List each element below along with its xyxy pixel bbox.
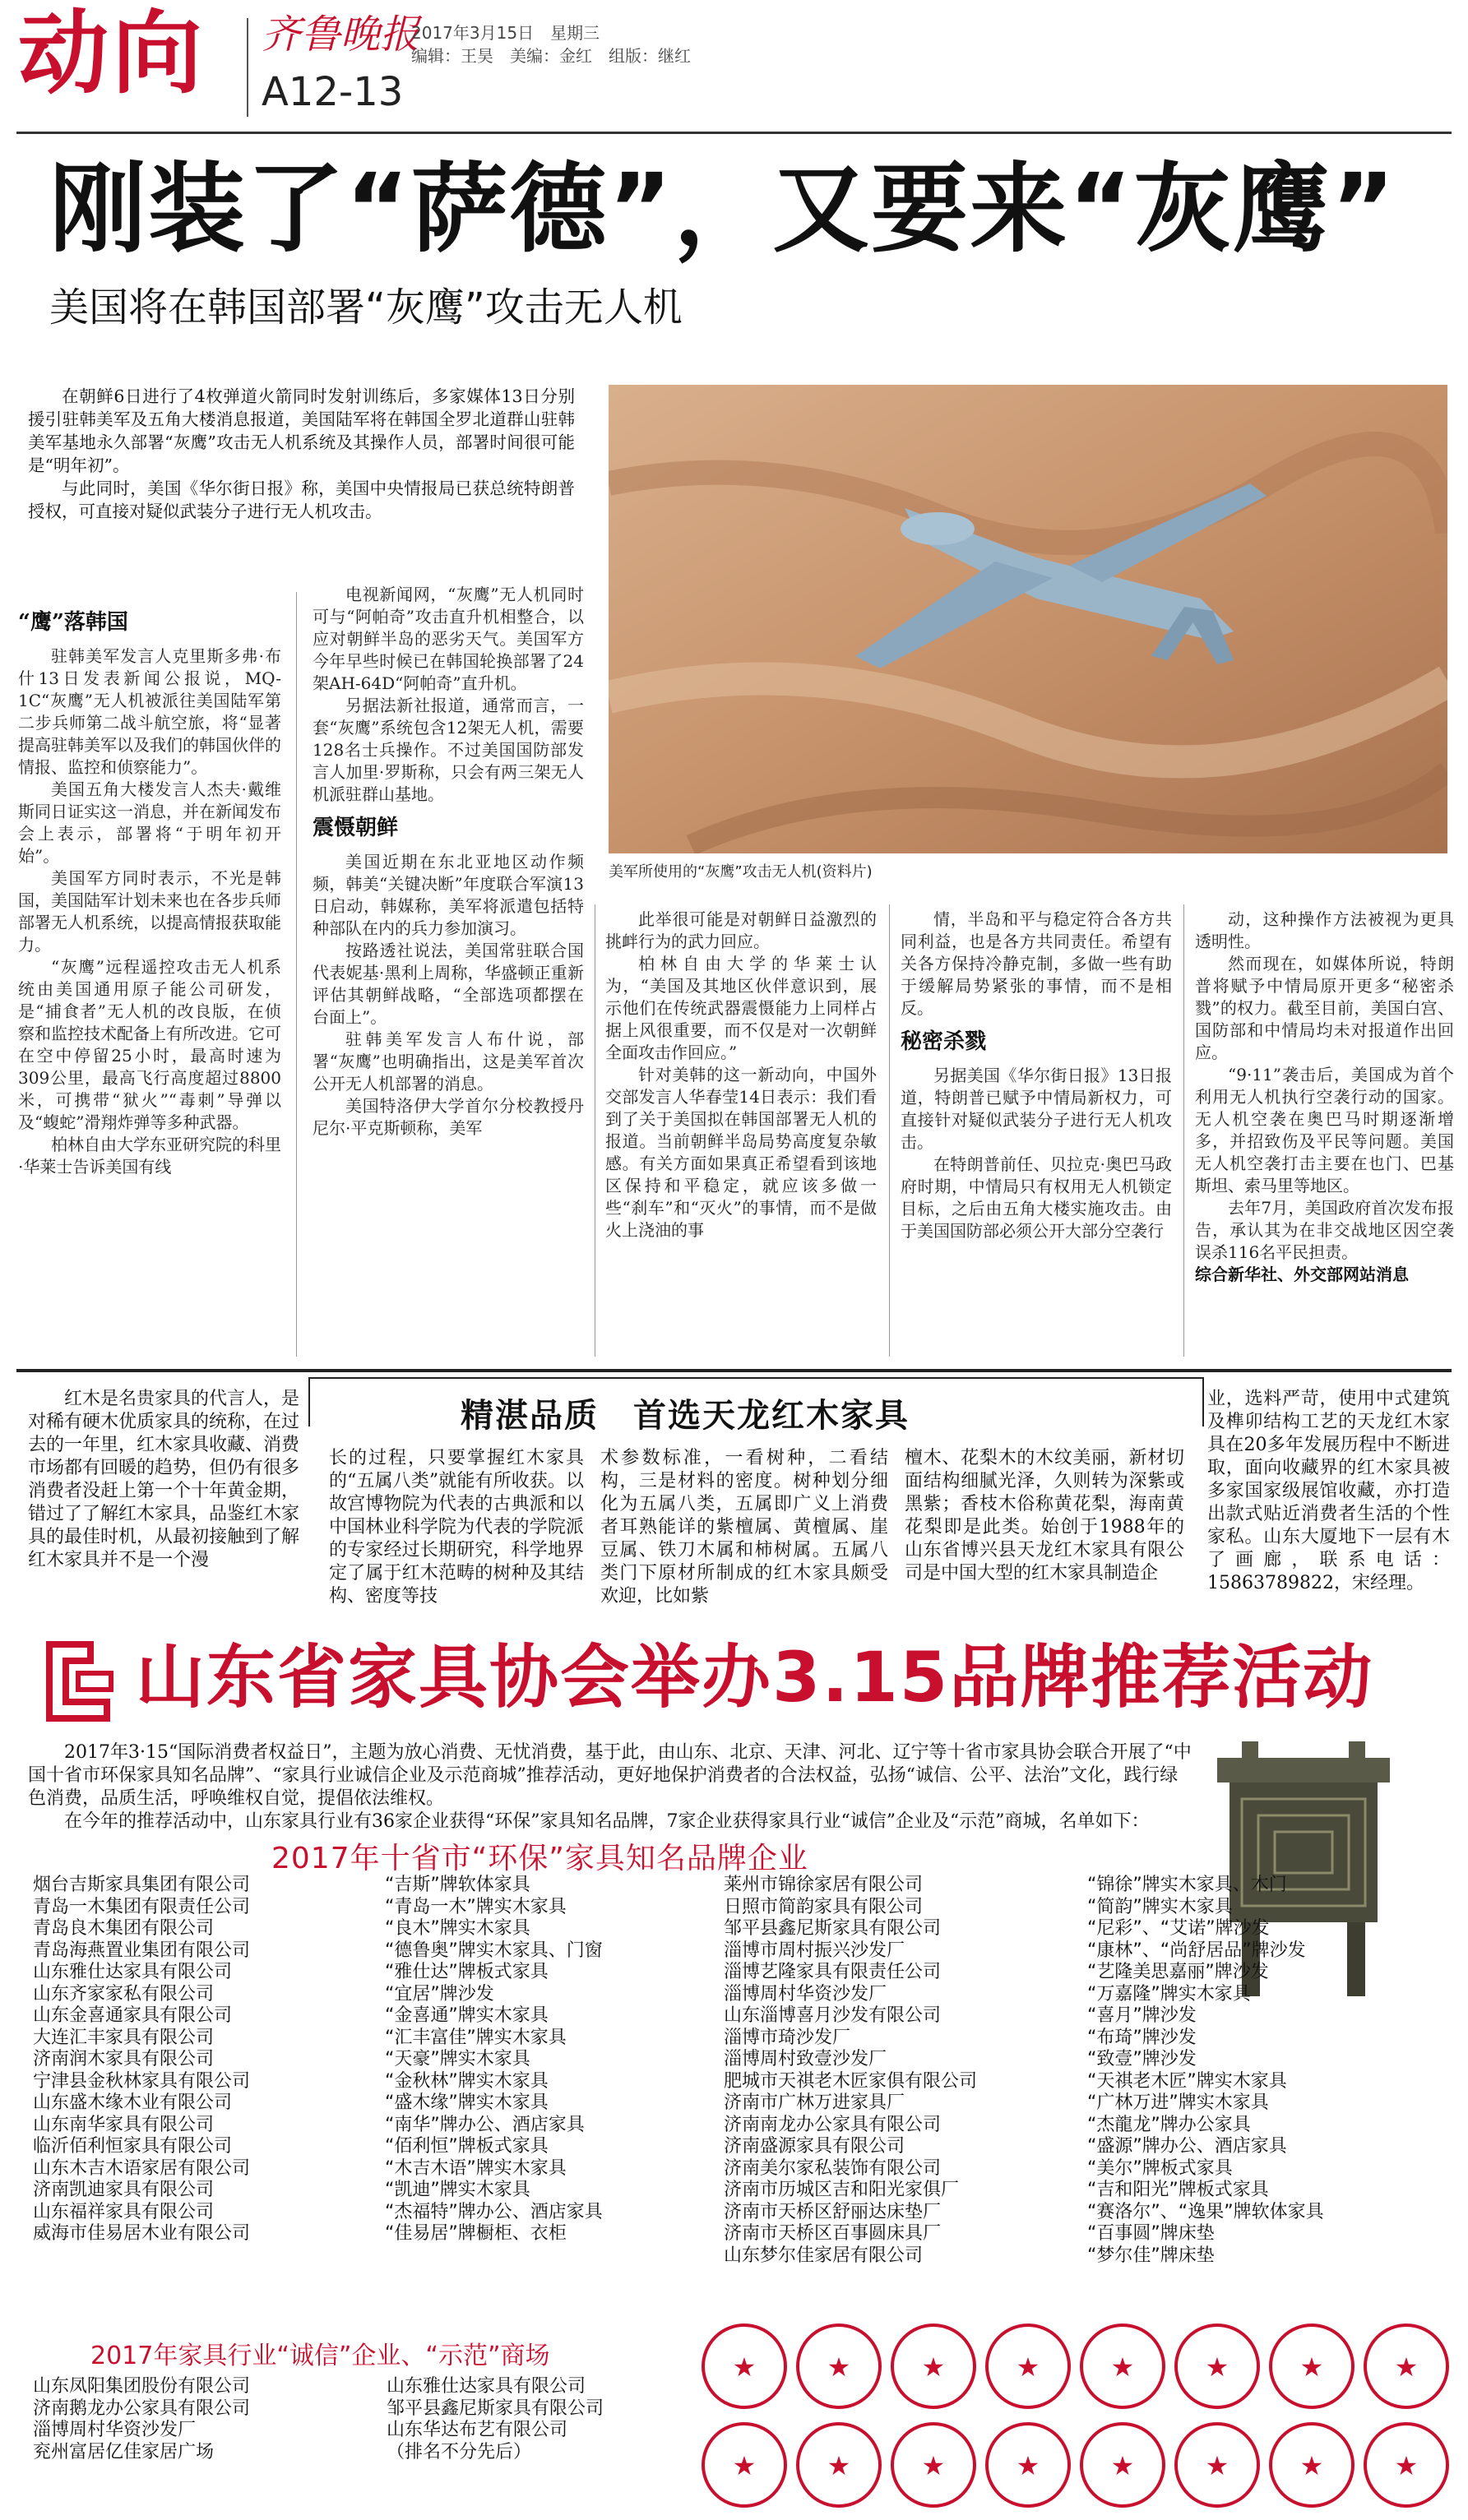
paragraph: 美国特洛伊大学首尔分校教授丹尼尔·平克斯顿称，美军 [313, 1096, 584, 1138]
list-item: “百事圆”牌床垫 [1087, 2223, 1215, 2244]
ad-text: 红木是名贵家具的代言人，是对稀有硬木优质家具的统称，在过去的一年里，红木家具收藏、消费市场都有回暖的趋势，但仍有很多消费者没赶上第一个十年黄金期，错过了了解红木家具，品鉴红木家具的最佳时机，从最初接触到了解红木家具并不是一个漫 [28, 1389, 299, 1570]
list-item: 邹平县鑫尼斯家具有限公司 [724, 1918, 942, 1939]
list-item: “万嘉隆”牌实木家具 [1087, 1983, 1251, 2004]
list-item: 临沂佰利恒家具有限公司 [33, 2136, 233, 2157]
list-item: “木吉木语”牌实木家具 [385, 2157, 567, 2179]
paragraph: 柏林自由大学东亚研究院的科里·华莱士告诉美国有线 [18, 1135, 281, 1177]
list-item: 邹平县鑫尼斯家具有限公司 [387, 2397, 604, 2419]
paragraph: 去年7月，美国政府首次发布报告，承认其为在非交战地区因空袭误杀116名平民担责。 [1195, 1198, 1454, 1262]
subhead-deter: 震慑朝鲜 [313, 816, 399, 840]
list-item: 青岛一木集团有限责任公司 [33, 1896, 251, 1917]
list-item: 济南南龙办公家具有限公司 [724, 2114, 942, 2135]
eco-brand-list-2 [1087, 1875, 1324, 2267]
list-item: “盛木缘”牌实木家具 [385, 2092, 549, 2113]
svg-text:★: ★ [1299, 2351, 1324, 2383]
article-column-5 [1195, 909, 1454, 1361]
subheadline: 美国将在韩国部署“灰鹰”攻击无人机 [49, 284, 683, 331]
list-item: 济南市天桥区舒丽达床垫厂 [724, 2201, 942, 2222]
list-item: 山东福祥家具有限公司 [33, 2201, 215, 2222]
list-item: “宜居”牌沙发 [385, 1983, 494, 2004]
list-item: “喜月”牌沙发 [1087, 2005, 1197, 2026]
paragraph: “灰鹰”远程遥控攻击无人机系统由美国通用原子能公司研发，是“捕食者”无人机的改良版，在侦察和监控技术配备上有所改进。它可在空中停留25小时，最高时速为309公里，最高飞行高度超过8800米，可携带“狱火”“毒刺”导弹以及“蝮蛇”滑翔炸弹等多种武器。 [18, 957, 281, 1132]
ad-column-5 [1207, 1388, 1450, 1626]
page-number: A12-13 [262, 69, 404, 115]
list-item: 山东盛木缘木业有限公司 [33, 2092, 233, 2113]
list-item: “艺隆美思嘉丽”牌沙发 [1087, 1962, 1269, 1982]
list-item: 山东齐家家私有限公司 [33, 1983, 215, 2004]
list-item: 兖州富居亿佳家居广场 [33, 2441, 215, 2462]
eco-company-list-1 [33, 1875, 250, 2245]
eco-brand-list-1 [385, 1875, 603, 2245]
list-item: “天祺老木匠”牌实木家具 [1087, 2070, 1287, 2092]
list-item: “美尔”牌板式家具 [1087, 2157, 1233, 2179]
association-seals [699, 2317, 1456, 2514]
list-item: “天豪”牌实木家具 [385, 2049, 530, 2069]
paragraph: 驻韩美军发言人克里斯多弗·布什13日发表新闻公报说，MQ-1C“灰鹰”无人机被派往美国陆军第二步兵师第二战斗航空旅，将“显著提高驻韩美军以及我们的韩国伙伴的情报、监控和侦察能力”。 [18, 646, 281, 777]
paragraph: 美国五角大楼发言人杰夫·戴维斯同日证实这一消息，并在新闻发布会上表示，部署将“于明年初开始”。 [18, 779, 281, 866]
paragraph: 在特朗普前任、贝拉克·奥巴马政府时期，中情局只有权用无人机锁定目标，之后由五角大楼实施攻击。由于美国国防部必须公开大部分空袭行 [901, 1154, 1172, 1241]
ad-column-4 [905, 1447, 1184, 1632]
paragraph: 然而现在，如媒体所说，特朗普将赋予中情局原开更多“秘密杀戮”的权力。截至目前，美国白宫、国防部和中情局均未对报道作出回应。 [1195, 954, 1454, 1062]
header-rule [16, 132, 1452, 134]
list-item: “广林万进”牌实木家具 [1087, 2092, 1269, 2113]
section-title: 动向 [18, 1, 206, 106]
list-item: 济南鹅龙办公家具有限公司 [33, 2397, 251, 2419]
header-date: 2017年3月15日 星期三 [411, 23, 600, 43]
honest-list-title: 2017年家具行业“诚信”企业、“示范”商场 [90, 2342, 550, 2370]
list-item: 山东雅仕达家具有限公司 [33, 1962, 233, 1982]
paragraph: 另据法新社报道，通常而言，一套“灰鹰”系统包含12架无人机，需要128名士兵操作。不过美国国防部发言人加里·罗斯称，只会有两三架无人机派驻群山基地。 [313, 696, 584, 804]
list-item: “杰福特”牌办公、酒店家具 [385, 2201, 603, 2222]
svg-text:★: ★ [1016, 2450, 1040, 2481]
list-item: 淄博周村华资沙发厂 [724, 1983, 887, 2004]
association-logo-icon [33, 1636, 123, 1727]
ad-text: 业，选料严苛，使用中式建筑及榫卯结构工艺的天龙红木家具在20多年发展历程中不断进取，面向收藏界的红木家具被多家国家级展馆收藏，亦打造出款式贴近消费者生活的个性家私。山东大厦地下一层有木了画廊，联系电话：15863789822，宋经理。 [1207, 1389, 1450, 1593]
campaign-announcement [28, 1741, 1196, 1833]
list-item: “盛源”牌办公、酒店家具 [1087, 2136, 1287, 2157]
list-item: “雅仕达”牌板式家具 [385, 1962, 549, 1982]
ad-text: 长的过程，只要掌握红木家具的“五属八类”就能有所收获。以故宫博物院为代表的古典派和以中国林业科学院为代表的学院派的专家经过长期研究，科学地界定了属于红木范畴的树种及其结构、密度等技 [329, 1448, 584, 1607]
list-item: 济南美尔家私装饰有限公司 [724, 2157, 942, 2179]
list-item: 山东梦尔佳家居有限公司 [724, 2245, 924, 2266]
list-item: 淄博艺隆家具有限责任公司 [724, 1962, 942, 1982]
list-item: 淄博周村致壹沙发厂 [724, 2049, 887, 2069]
campaign-title: 山东省家具协会举办3.15品牌推荐活动 [136, 1637, 1374, 1718]
column-rule [1183, 904, 1184, 1357]
list-item: 山东雅仕达家具有限公司 [387, 2376, 586, 2397]
article-credit: 综合新华社、外交部网站消息 [1195, 1265, 1409, 1284]
list-item: 山东华达布艺有限公司 [387, 2420, 568, 2440]
list-item: “南华”牌办公、酒店家具 [385, 2114, 585, 2135]
svg-text:★: ★ [1016, 2351, 1040, 2383]
list-item: 山东南华家具有限公司 [33, 2114, 215, 2135]
list-item: 济南市广林万进家具厂 [724, 2092, 905, 2113]
list-item: 济南市天桥区百事圆床具厂 [724, 2223, 942, 2244]
ad-column-2 [329, 1447, 584, 1632]
ad-rule [16, 1369, 1452, 1372]
svg-text:★: ★ [732, 2351, 757, 2383]
article-column-3 [605, 909, 877, 1361]
column-rule [296, 592, 297, 1357]
list-item: 淄博市周村振兴沙发厂 [724, 1940, 905, 1961]
svg-text:★: ★ [732, 2450, 757, 2481]
list-item: 淄博市琦沙发厂 [724, 2027, 851, 2048]
list-item: “吉斯”牌软体家具 [385, 1875, 530, 1895]
list-item: 济南润木家具有限公司 [33, 2049, 215, 2069]
svg-text:★: ★ [1110, 2450, 1135, 2481]
article-column-2 [313, 584, 584, 1361]
list-item: 青岛良木集团有限公司 [33, 1918, 215, 1939]
drone-photo [609, 385, 1447, 853]
list-item: 济南市历城区吉和阳光家俱厂 [724, 2180, 960, 2200]
list-item: 济南凯迪家具有限公司 [33, 2180, 215, 2200]
ad-text: 檀木、花梨木的木纹美丽，新材切面结构细腻光泽，久则转为深紫或黑紫；香枝木俗称黄花梨，海南黄花梨即是此类。始创于1988年的山东省博兴县天龙红木家具有限公司是中国大型的红木家具制造企 [905, 1448, 1184, 1584]
list-item: 莱州市锦徐家居有限公司 [724, 1875, 924, 1895]
subhead-eagle: “鹰”落韩国 [18, 610, 128, 635]
list-item: “良木”牌实木家具 [385, 1918, 530, 1939]
svg-text:★: ★ [1205, 2450, 1230, 2481]
announce-paragraph: 2017年3·15“国际消费者权益日”，主题为放心消费、无忧消费，基于此，由山东、北京、天津、河北、辽宁等十省市家具协会联合开展了“中国十省市环保家具知名品牌”、“家具行业诚信企业及示范商城”推荐活动，更好地保护消费者的合法权益，弘扬“诚信、公平、法治”文化，践行绿色消费，品质生活，呼唤维权自觉，提倡依法维权。 [28, 1742, 1192, 1809]
article-column-4 [901, 909, 1172, 1361]
list-item: “德鲁奥”牌实木家具、门窗 [385, 1940, 603, 1961]
list-item: “致壹”牌沙发 [1087, 2049, 1197, 2069]
photo-caption: 美军所使用的“灰鹰”攻击无人机(资料片) [609, 863, 873, 881]
list-item: 青岛海燕置业集团有限公司 [33, 1940, 251, 1961]
svg-text:★: ★ [827, 2450, 851, 2481]
svg-text:★: ★ [921, 2450, 946, 2481]
list-item: 济南盛源家具有限公司 [724, 2136, 905, 2157]
list-item: “赛洛尔”、“逸果”牌软体家具 [1087, 2201, 1324, 2222]
honest-list-2 [387, 2376, 604, 2463]
list-item: 肥城市天祺老木匠家俱有限公司 [724, 2070, 978, 2092]
list-item: “梦尔佳”牌床垫 [1087, 2245, 1215, 2266]
paragraph: 美国军方同时表示，不光是韩国，美国陆军计划未来也在各步兵师部署无人机系统，以提高情报获取能力。 [18, 868, 281, 955]
headline: 刚装了“萨德”，又要来“灰鹰” [49, 152, 1397, 266]
article-column-1 [18, 600, 281, 1361]
article-intro [28, 385, 575, 523]
paragraph: 驻韩美军发言人布什说，部署“灰鹰”也明确指出，这是美军首次公开无人机部署的消息。 [313, 1029, 584, 1094]
header-editors: 编辑：王昊 美编：金红 组版：继红 [411, 46, 691, 66]
svg-text:★: ★ [1394, 2351, 1419, 2383]
paragraph: 按路透社说法，美国常驻联合国代表妮基·黑利上周称，华盛顿正重新评估其朝鲜战略，“全部选项都摆在台面上”。 [313, 941, 584, 1027]
list-item: “青岛一木”牌实木家具 [385, 1896, 567, 1917]
paragraph: 动，这种操作方法被视为更具透明性。 [1195, 909, 1454, 951]
list-item: “杰龍龙”牌办公家具 [1087, 2114, 1251, 2135]
ad-column-3 [600, 1447, 888, 1632]
svg-text:★: ★ [1394, 2450, 1419, 2481]
list-item: “尼彩”、“艾诺”牌沙发 [1087, 1918, 1270, 1939]
list-item: “布琦”牌沙发 [1087, 2027, 1197, 2048]
paragraph: “9·11”袭击后，美国成为首个利用无人机执行空袭行动的国家。无人机空袭在奥巴马时期逐渐增多，并招致伤及平民等问题。美国无人机空袭打击主要在也门、巴基斯坦、索马里等地区。 [1195, 1065, 1454, 1195]
list-item: “金秋林”牌实木家具 [385, 2070, 549, 2092]
announce-paragraph: 在今年的推荐活动中，山东家具行业有36家企业获得“环保”家具知名品牌，7家企业获得家具行业“诚信”企业及“示范”商城，名单如下： [64, 1811, 1150, 1832]
list-item: 山东木吉木语家居有限公司 [33, 2157, 251, 2179]
svg-text:★: ★ [1110, 2351, 1135, 2383]
list-item: “汇丰富佳”牌实木家具 [385, 2027, 567, 2048]
svg-text:★: ★ [1205, 2351, 1230, 2383]
svg-text:★: ★ [921, 2351, 946, 2383]
list-item: 淄博周村华资沙发厂 [33, 2420, 197, 2440]
subhead-secret: 秘密杀戮 [901, 1029, 987, 1054]
list-item: “简韵”牌实木家具 [1087, 1896, 1233, 1917]
svg-text:★: ★ [827, 2351, 851, 2383]
list-item: “佰利恒”牌板式家具 [385, 2136, 549, 2157]
list-item: “金喜通”牌实木家具 [385, 2005, 549, 2026]
eco-company-list-2 [724, 1875, 977, 2267]
list-item: 山东金喜通家具有限公司 [33, 2005, 233, 2026]
list-item: “锦徐”牌实木家具、木门 [1087, 1875, 1287, 1895]
eco-brand-list-title: 2017年十省市“环保”家具知名品牌企业 [271, 1842, 808, 1875]
paragraph: 针对美韩的这一新动向，中国外交部发言人华春莹14日表示：我们看到了关于美国拟在韩国部署无人机的报道。当前朝鲜半岛局势高度复杂敏感。有关方面如果真正希望看到该地区保持和平稳定，就应该多做一些“刹车”和“灭火”的事情，而不是做火上浇油的事 [605, 1065, 877, 1240]
list-item: 宁津县金秋林家具有限公司 [33, 2070, 251, 2092]
paragraph: 此举很可能是对朝鲜日益激烈的挑衅行为的武力回应。 [605, 909, 877, 951]
brand-logo: 齐鲁晚报 [262, 12, 420, 58]
honest-list-1 [33, 2376, 250, 2463]
paragraph: 另据美国《华尔街日报》13日报道，特朗普已赋予中情局新权力，可直接针对疑似武装分子进行无人机攻击。 [901, 1066, 1172, 1152]
list-item: “佳易居”牌橱柜、衣柜 [385, 2223, 567, 2244]
ad-text: 术参数标准，一看树种，二看结构，三是材料的密度。树种划分细化为五属八类，五属即广义上消费者耳熟能详的紫檀属、黄檀属、崖豆属、铁刀木属和柿树属。五属八类门下原材所制成的红木家具颇受欢迎，比如紫 [600, 1448, 888, 1607]
ad-slogan: 精湛品质 首选天龙红木家具 [461, 1396, 910, 1435]
list-item: 山东凤阳集团股份有限公司 [33, 2376, 251, 2397]
list-item: 日照市简韵家具有限公司 [724, 1896, 924, 1917]
list-item: 烟台吉斯家具集团有限公司 [33, 1875, 251, 1895]
intro-paragraph: 与此同时，美国《华尔街日报》称，美国中央情报局已获总统特朗普授权，可直接对疑似武装分子进行无人机攻击。 [28, 479, 575, 521]
list-item: 大连汇丰家具有限公司 [33, 2027, 215, 2048]
list-item: 威海市佳易居木业有限公司 [33, 2223, 251, 2244]
paragraph: 美国近期在东北亚地区动作频频，韩美“关键决断”年度联合军演13日启动，韩媒称，美军将派遣包括特种部队在内的兵力参加演习。 [313, 852, 584, 938]
column-rule [889, 904, 890, 1357]
ad-column-1 [28, 1388, 299, 1626]
paragraph: 电视新闻网，“灰鹰”无人机同时可与“阿帕奇”攻击直升机相整合，以应对朝鲜半岛的恶劣天气。美国军方今年早些时候已在韩国轮换部署了24架AH-64D“阿帕奇”直升机。 [313, 585, 584, 693]
list-item: “康林”、“尚舒居品”牌沙发 [1087, 1940, 1306, 1961]
header-divider [247, 18, 248, 117]
list-item: （排名不分先后） [387, 2441, 532, 2462]
svg-text:★: ★ [1299, 2450, 1324, 2481]
paragraph: 柏林自由大学的华莱士认为，“美国及其地区伙伴意识到，展示他们在传统武器震慑能力上同样占据上风很重要，而不仅是对一次朝鲜全面攻击作回应。” [605, 954, 877, 1062]
list-item: “凯迪”牌实木家具 [385, 2180, 530, 2200]
paragraph: 情，半岛和平与稳定符合各方共同利益，也是各方共同责任。希望有关各方保持冷静克制，多做一些有助于缓解局势紧张的事情，而不是相反。 [901, 909, 1172, 1018]
list-item: 山东淄博喜月沙发有限公司 [724, 2005, 942, 2026]
list-item: “吉和阳光”牌板式家具 [1087, 2180, 1269, 2200]
intro-paragraph: 在朝鲜6日进行了4枚弹道火箭同时发射训练后，多家媒体13日分别援引驻韩美军及五角大楼消息报道，美国陆军将在韩国全罗北道群山驻韩美军基地永久部署“灰鹰”攻击无人机系统及其操作人员，部署时间很可能是“明年初”。 [28, 386, 575, 475]
